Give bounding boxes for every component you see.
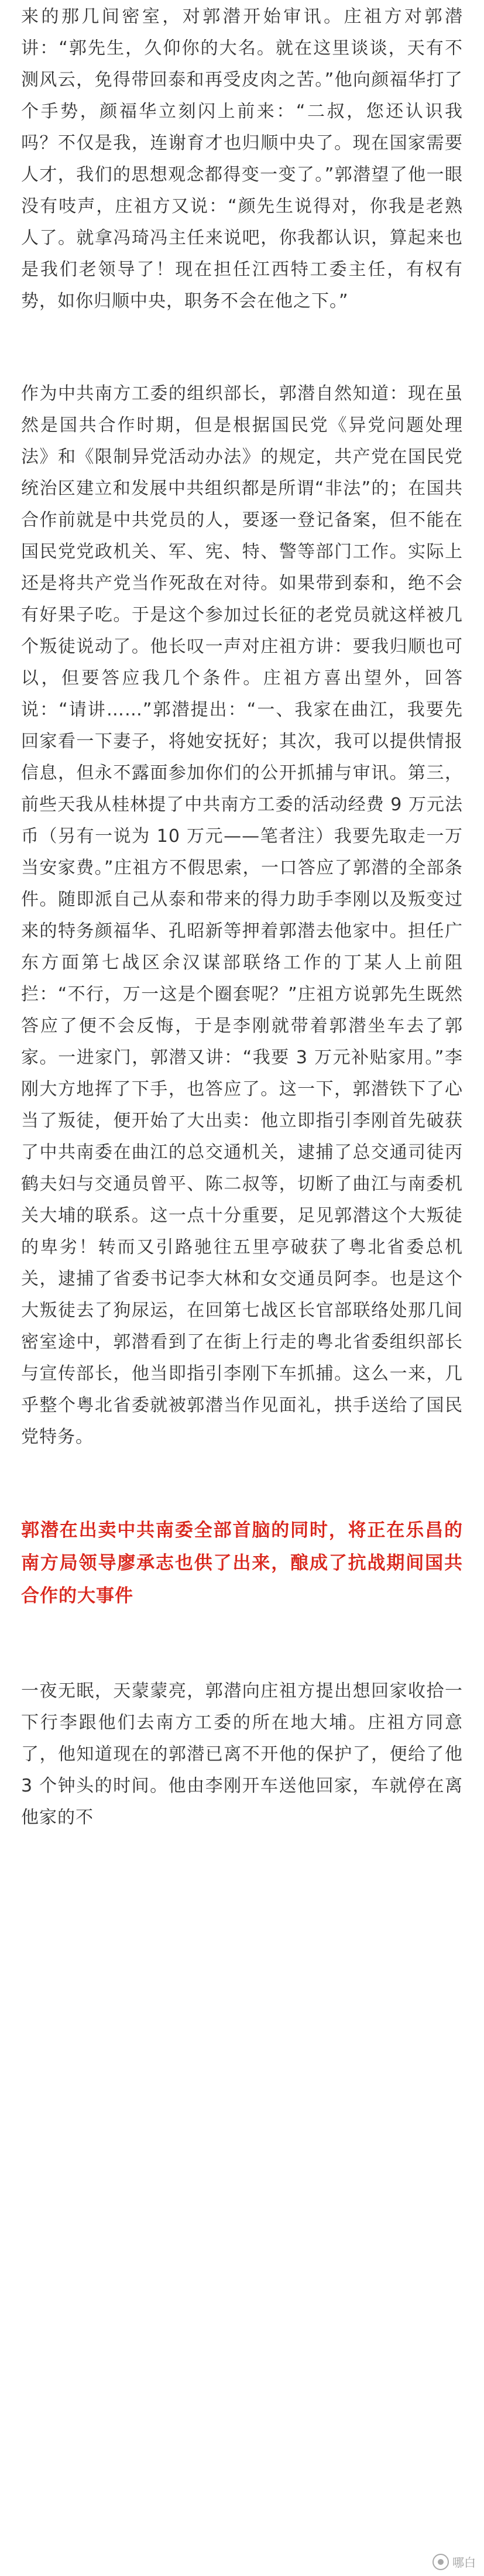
watermark	[432, 2553, 476, 2570]
article-paragraph: 一夜无眠，天蒙蒙亮，郭潜向庄祖方提出想回家收拾一下行李跟他们去南方工委的所在地大埔。庄祖方同意了，他知道现在的郭潜已离不开他的保护了，便给了他 3 个钟头的时间。他由李刚开车送他回家，车就停在离他家的不	[21, 1681, 469, 1828]
highlight-heading: 郭潜在出卖中共南委全部首脑的同时，将正在乐昌的南方局领导廖承志也供了出来，酿成了抗战期间国共合作的大事件	[21, 1520, 463, 1606]
watermark-text: 哪白	[452, 2556, 476, 2570]
article-paragraph: 作为中共南方工委的组织部长，郭潜自然知道：现在虽然是国共合作时期，但是根据国民党《异党问题处理法》和《限制异党活动办法》的规定，共产党在国民党统治区建立和发展中共组织都是所谓“非法”的；在国共合作前就是中共党员的人，要逐一登记备案，但不能在国民党党政机关、军、宪、特、警等部门工作。实际上还是将共产党当作死敌在对待。如果带到泰和，绝不会有好果子吃。于是这个参加过长征的老党员就这样被几个叛徒说动了。他长叹一声对庄祖方讲：要我归顺也可以，但要答应我几个条件。庄祖方喜出望外，回答说：“请讲……”郭潜提出：“一、我家在曲江，我要先回家看一下妻子，将她安抚好；其次，我可以提供情报信息，但永不露面参加你们的公开抓捕与审讯。第三，前些天我从桂林提了中共南方工委的活动经费 9 万元法币（另有一说为 10 万元——笔者注）我要先取走一万当安家费。”庄祖方不假思索，一口答应了郭潜的全部条件。随即派自己从泰和带来的得力助手李刚以及叛变过来的特务颜福华、孔昭新等押着郭潜去他家中。担任广东方面第七战区余汉谋部联络工作的丁某人上前阻拦：“不行，万一这是个圈套呢？”庄祖方说郭先生既然答应了便不会反悔，于是李刚就带着郭潜坐车去了郭家。一进家门，郭潜又讲：“我要 3 万元补贴家用。”李刚大方地挥了下手，也答应了。这一下，郭潜铁下了心当了叛徒，便开始了大出卖：他立即指引李刚首先破获了中共南委在曲江的总交通机关，逮捕了总交通司徒丙鹤夫妇与交通员曾平、陈二叔等，切断了曲江与南委机关大埔的联系。这一点十分重要，足见郭潜这个大叛徒的卑劣！转而又引路驰往五里亭破获了粤北省委总机关，逮捕了省委书记李大林和女交通员阿李。也是这个大叛徒去了狗尿运，在回第七战区长官部联络处那几间密室途中，郭潜看到了在街上行走的粤北省委组织部长与宣传部长，他当即指引李刚下车抓捕。这么一来，几乎整个粤北省委就被郭潜当作见面礼，拱手送给了国民党特务。	[21, 383, 463, 1447]
watermark-logo-icon	[432, 2554, 449, 2570]
article-body	[21, 0, 469, 1834]
article-paragraph: 来的那几间密室，对郭潜开始审讯。庄祖方对郭潜讲：“郭先生，久仰你的大名。就在这里谈谈，天有不测风云，免得带回泰和再受皮肉之苦。”他向颜福华打了个手势，颜福华立刻闪上前来：“二叔，您还认识我吗？不仅是我，连谢育才也归顺中央了。现在国家需要人才，我们的思想观念都得变一变了。”郭潜望了他一眼没有吱声，庄祖方又说：“颜先生说得对，你我是老熟人了。就拿冯琦冯主任来说吧，你我都认识，算起来也是我们老领导了！现在担任江西特工委主任，有权有势，如你归顺中央，职务不会在他之下。”	[21, 6, 463, 311]
